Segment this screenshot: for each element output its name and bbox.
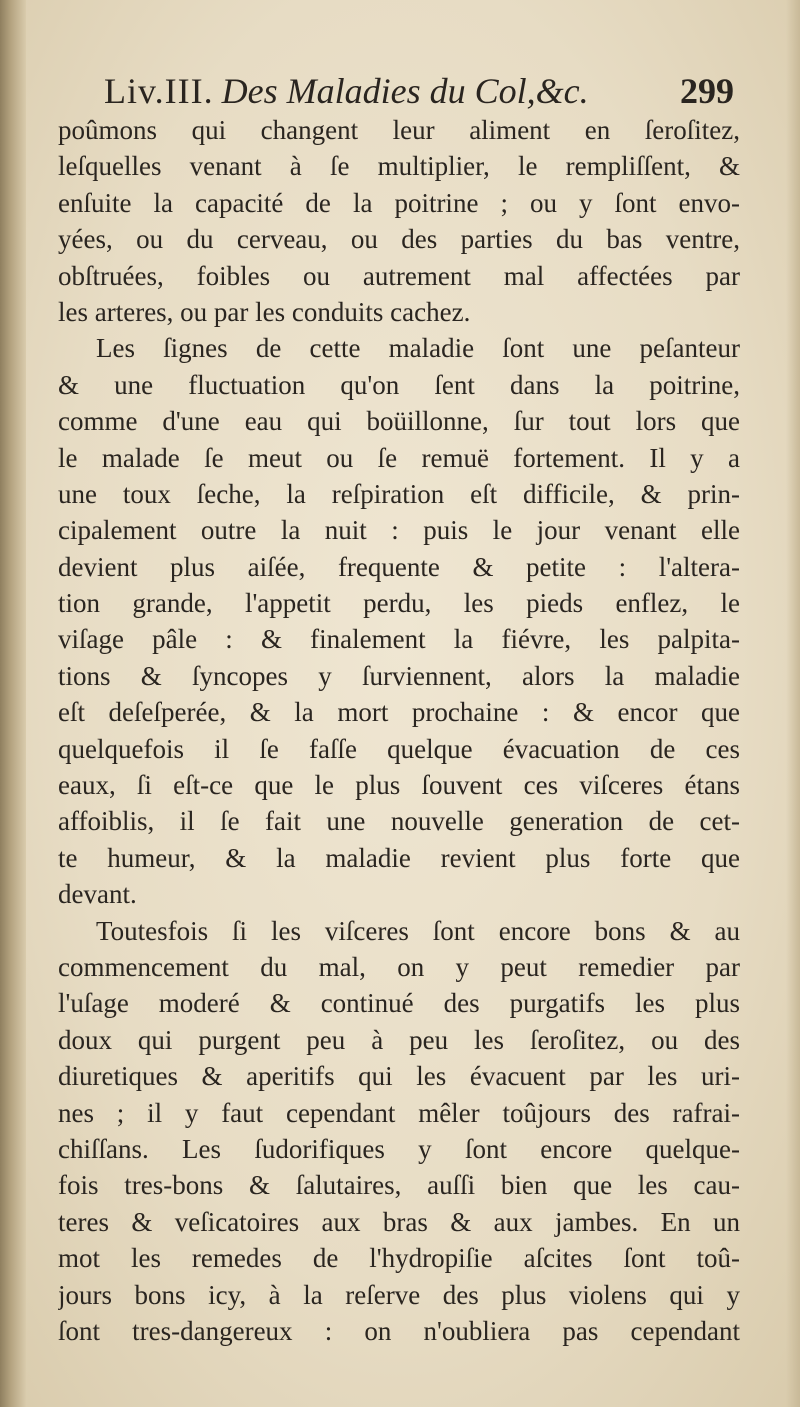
text-line: te humeur, & la maladie revient plus forte que [58, 842, 740, 873]
paragraph-start-line: Les ſignes de cette maladie ſont une peſanteur [96, 333, 740, 364]
text-line: les arteres, ou par les conduits cachez. [58, 296, 471, 327]
running-head-book: Liv.III. [104, 71, 214, 111]
text-line: viſage pâle : & finalement la fiévre, les palpita- [58, 624, 740, 655]
running-head [104, 66, 734, 116]
page-spine-shadow [0, 0, 26, 1407]
text-line: l'uſage moderé & continué des purgatifs les plus [58, 988, 740, 1019]
page-edge-shadow [786, 0, 800, 1407]
text-line: jours bons icy, à la reſerve des plus violens qui y [58, 1279, 740, 1310]
text-line: yées, ou du cerveau, ou des parties du bas ventre, [58, 224, 740, 255]
text-line: ſont tres-dangereux : on n'oubliera pas cependant [58, 1315, 740, 1346]
text-line: cipalement outre la nuit : puis le jour venant elle [58, 515, 740, 546]
text-line: devient plus aiſée, frequente & petite : l'altera- [58, 551, 740, 582]
text-line: poûmons qui changent leur aliment en ſeroſitez, [58, 115, 740, 145]
text-line: une toux ſeche, la reſpiration eſt difficile, & prin- [58, 478, 740, 509]
paragraph-start-line: Toutesfois ſi les viſceres ſont encore bons & au [96, 915, 740, 946]
text-line: devant. [58, 879, 137, 910]
text-line: affoiblis, il ſe fait une nouvelle generation de cet- [58, 806, 740, 837]
text-line: fois tres-bons & ſalutaires, auſſi bien que les cau- [58, 1170, 740, 1201]
text-line: comme d'une eau qui boüillonne, ſur tout lors que [58, 406, 740, 437]
text-line: mot les remedes de l'hydropiſie aſcites ſont toû- [58, 1243, 740, 1274]
text-line: tions & ſyncopes y ſurviennent, alors la maladie [58, 660, 740, 691]
text-line: le malade ſe meut ou ſe remuë fortement. Il y a [58, 442, 740, 473]
text-line: obſtruées, foibles ou autrement mal affectées par [58, 260, 740, 291]
text-line: diuretiques & aperitifs qui les évacuent par les uri- [58, 1061, 740, 1092]
text-line: doux qui purgent peu à peu les ſeroſitez, ou des [58, 1024, 740, 1055]
text-line: quelquefois il ſe faſſe quelque évacuation de ces [58, 733, 740, 764]
page-number: 299 [680, 71, 734, 111]
text-line: enſuite la capacité de la poitrine ; ou y ſont envo- [58, 187, 740, 218]
text-line: leſquelles venant à ſe multiplier, le rempliſſent, & [58, 151, 740, 182]
text-line: nes ; il y faut cependant mêler toûjours des rafrai- [58, 1097, 740, 1128]
text-line: & une fluctuation qu'on ſent dans la poitrine, [58, 369, 740, 400]
running-head-title: Des Maladies du Col,&c. [221, 71, 589, 111]
text-line: tion grande, l'appetit perdu, les pieds enflez, le [58, 588, 740, 619]
text-line: chiſſans. Les ſudorifiques y ſont encore quelque- [58, 1133, 740, 1164]
body-text [58, 112, 740, 1349]
text-line: teres & veſicatoires aux bras & aux jambes. En un [58, 1206, 740, 1237]
text-line: commencement du mal, on y peut remedier par [58, 951, 740, 982]
text-line: eaux, ſi eſt-ce que le plus ſouvent ces viſceres étans [58, 770, 740, 801]
text-line: eſt deſeſperée, & la mort prochaine : & encor que [58, 697, 740, 728]
